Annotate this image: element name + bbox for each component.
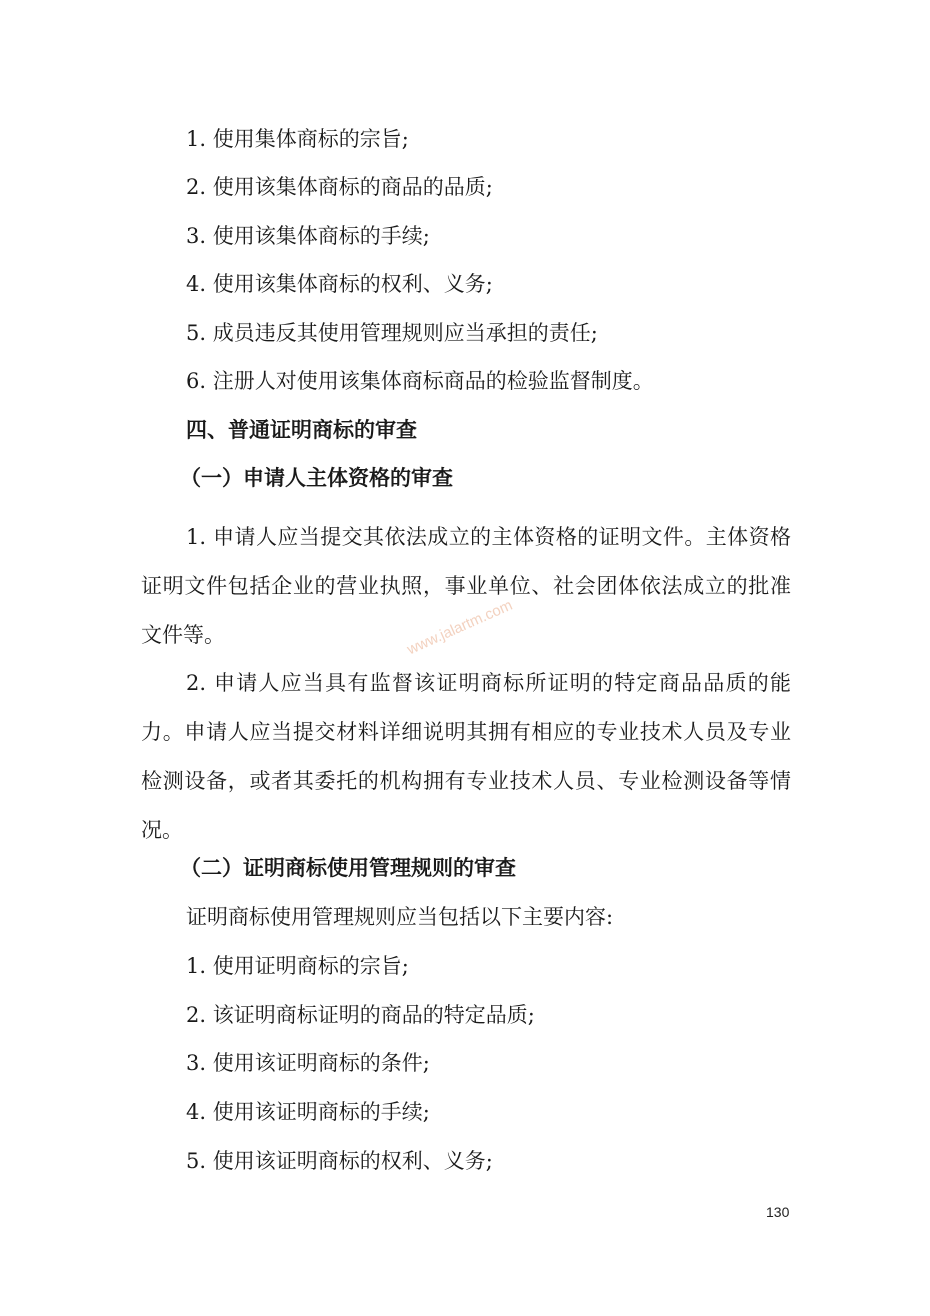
list-item: 4. 使用该集体商标的权利、义务;: [186, 272, 493, 296]
list-item: 1. 使用证明商标的宗旨;: [186, 954, 409, 978]
subsection-heading: （一）申请人主体资格的审查: [180, 466, 453, 490]
subsection-heading: （二）证明商标使用管理规则的审查: [180, 856, 516, 880]
watermark: www.jalartm.com: [404, 596, 516, 659]
list-item: 6. 注册人对使用该集体商标商品的检验监督制度。: [186, 369, 654, 393]
list-item: 3. 使用该证明商标的条件;: [186, 1051, 430, 1075]
list-item: 2. 使用该集体商标的商品的品质;: [186, 175, 493, 199]
paragraph: 2. 申请人应当具有监督该证明商标所证明的特定商品品质的能力。申请人应当提交材料详细说明其拥有相应的专业技术人员及专业检测设备，或者其委托的机构拥有专业技术人员、专业检测设备等情况。: [141, 671, 791, 842]
paragraph: 1. 申请人应当提交其依法成立的主体资格的证明文件。主体资格证明文件包括企业的营业执照，事业单位、社会团体依法成立的批准文件等。: [141, 525, 791, 647]
section-heading: 四、普通证明商标的审查: [186, 418, 417, 442]
list-item: 5. 使用该证明商标的权利、义务;: [186, 1149, 493, 1173]
list-item: 5. 成员违反其使用管理规则应当承担的责任;: [186, 321, 598, 345]
list-item: 1. 使用集体商标的宗旨;: [186, 127, 409, 151]
page-number: 130: [766, 1204, 790, 1220]
list-item: 3. 使用该集体商标的手续;: [186, 224, 430, 248]
intro-text: 证明商标使用管理规则应当包括以下主要内容:: [186, 905, 614, 929]
list-item: 4. 使用该证明商标的手续;: [186, 1100, 430, 1124]
list-item: 2. 该证明商标证明的商品的特定品质;: [186, 1003, 535, 1027]
